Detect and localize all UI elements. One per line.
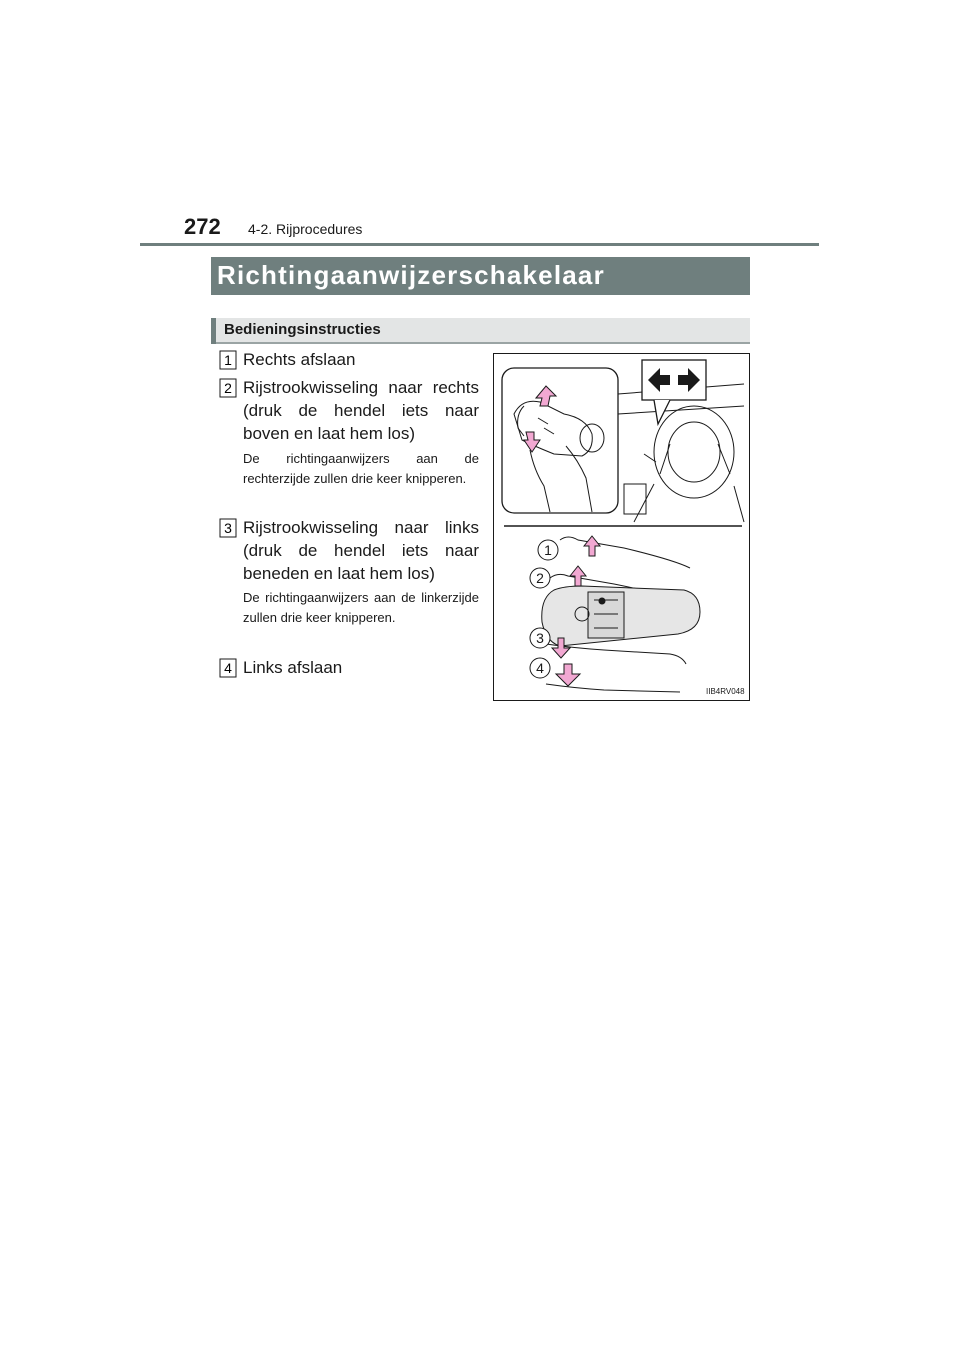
callout-4: 4 bbox=[536, 660, 544, 676]
illustration-svg bbox=[494, 354, 751, 702]
subtitle-accent bbox=[211, 318, 216, 344]
item-3-note: De richtingaanwijzers aan de linkerzijde zullen drie keer knipperen. bbox=[243, 590, 479, 625]
callout-2: 2 bbox=[536, 570, 544, 586]
arrow-up-icon bbox=[584, 536, 600, 556]
turn-signal-illustration bbox=[493, 353, 750, 701]
subtitle: Bedieningsinstructies bbox=[224, 321, 381, 338]
item-1-text: Rechts afslaan bbox=[243, 350, 356, 369]
arrow-up-icon bbox=[570, 566, 586, 586]
header-rule bbox=[140, 243, 819, 246]
item-number-2-icon bbox=[219, 378, 237, 398]
item-4-text: Links afslaan bbox=[243, 658, 343, 677]
item-number-1-icon bbox=[219, 350, 237, 370]
callout-1: 1 bbox=[544, 542, 552, 558]
callout-3: 3 bbox=[536, 630, 544, 646]
item-2-text: Rijstrookwisseling naar rechts (druk de hendel iets naar boven en laat hem los) bbox=[243, 378, 479, 443]
svg-text:4: 4 bbox=[224, 660, 232, 676]
hand-inset-frame bbox=[502, 368, 618, 513]
svg-text:1: 1 bbox=[224, 352, 232, 368]
item-2-note: De richtingaanwijzers aan de rechterzijde zullen drie keer knipperen. bbox=[243, 451, 479, 486]
item-number-4-icon bbox=[219, 658, 237, 678]
title-bar bbox=[211, 257, 750, 295]
page-title: Richtingaanwijzerschakelaar bbox=[217, 260, 605, 290]
dashboard-drawing bbox=[618, 384, 744, 522]
item-3-text: Rijstrookwisseling naar links (druk de hendel iets naar beneden en laat hem los) bbox=[243, 518, 479, 583]
figure-code: IIB4RV048 bbox=[706, 687, 745, 696]
section-label: 4-2. Rijprocedures bbox=[248, 221, 363, 237]
page-number: 272 bbox=[184, 214, 221, 239]
svg-text:3: 3 bbox=[224, 520, 232, 536]
subtitle-bar bbox=[211, 318, 750, 344]
arrow-down-icon bbox=[556, 664, 580, 686]
svg-text:2: 2 bbox=[224, 380, 232, 396]
item-number-3-icon bbox=[219, 518, 237, 538]
